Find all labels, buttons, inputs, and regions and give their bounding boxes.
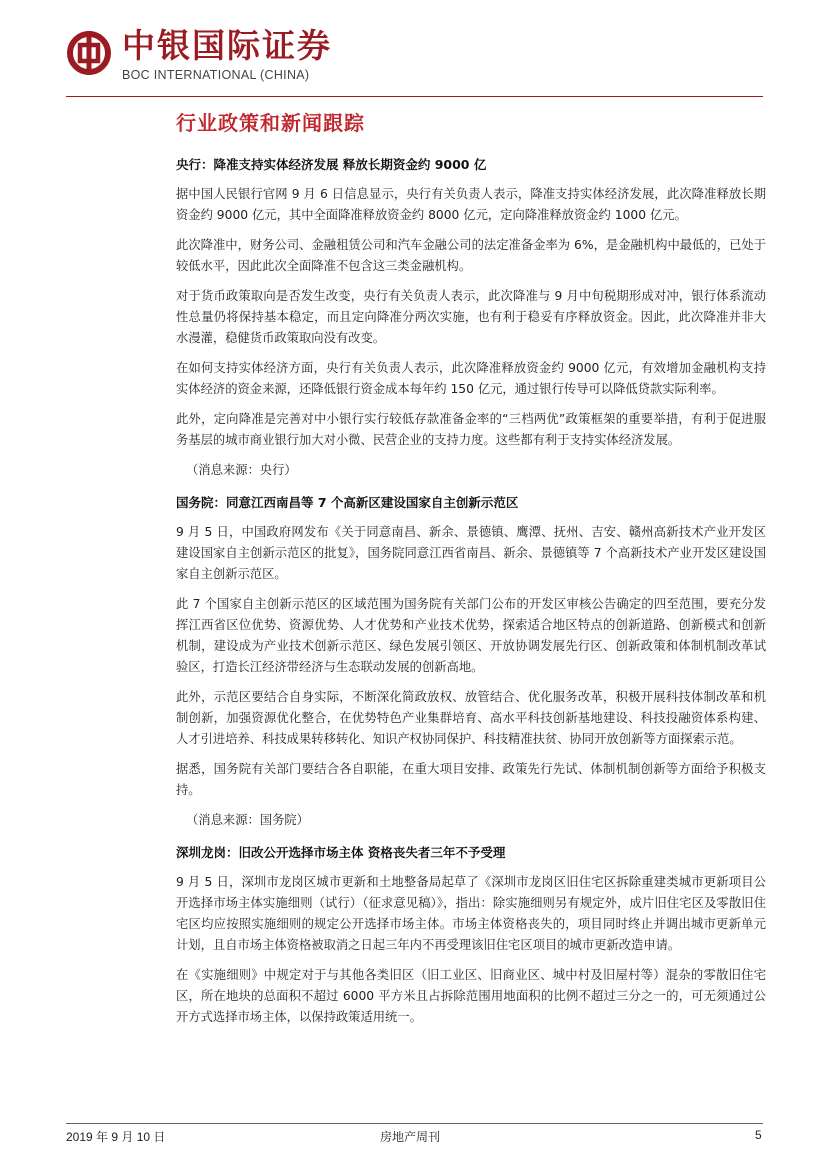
paragraph: 据悉，国务院有关部门要结合各自职能，在重大项目安排、政策先行先试、体制机制创新等方面给予积极支持。 (176, 762, 766, 797)
footer-page-number: 5 (755, 1128, 762, 1142)
main-content (176, 108, 766, 1037)
section-heading: 深圳龙岗：旧改公开选择市场主体 资格丧失者三年不予受理 (176, 845, 506, 860)
news-source: （消息来源：央行） (186, 463, 297, 477)
paragraph: 在如何支持实体经济方面，央行有关负责人表示，此次降准释放资金约 9000 亿元，有效增加金融机构支持实体经济的资金来源，还降低银行资金成本每年约 150 亿元，通过银行传导可以降低贷款实际利率。 (176, 361, 766, 396)
boc-logo-icon (66, 30, 112, 76)
news-source: （消息来源：国务院） (186, 813, 309, 827)
paragraph: 此外，示范区要结合自身实际，不断深化简政放权、放管结合、优化服务改革，积极开展科技体制改革和机制创新，加强资源优化整合，在优势特色产业集群培育、高水平科技创新基地建设、科技投融资体系构建、人才引进培养、科技成果转移转化、知识产权协同保护、科技精准扶贫、协同开放创新等方面探索示范。 (176, 690, 766, 746)
footer-divider (66, 1123, 763, 1124)
page-header (66, 22, 766, 90)
section-heading: 国务院：同意江西南昌等 7 个高新区建设国家自主创新示范区 (176, 495, 519, 510)
footer-date: 2019 年 9 月 10 日 (66, 1130, 166, 1144)
paragraph: 此 7 个国家自主创新示范区的区域范围为国务院有关部门公布的开发区审核公告确定的四至范围，要充分发挥江西省区位优势、资源优势、人才优势和产业技术优势，探索适合地区特点的创新道路、创新模式和创新机制，建设成为产业技术创新示范区、绿色发展引领区、开放协调发展先行区、创新政策和体制机制改革试验区，打造长江经济带经济与生态联动发展的创新高地。 (176, 597, 766, 674)
section-shenzhen-longgang (176, 844, 766, 1028)
header-divider (66, 96, 763, 97)
paragraph: 对于货币政策取向是否发生改变，央行有关负责人表示，此次降准与 9 月中旬税期形成对冲，银行体系流动性总量仍将保持基本稳定，而且定向降准分两次实施，也有利于稳妥有序释放资金。因此，此次降准并非大水漫灌，稳健货币政策取向没有改变。 (176, 289, 766, 345)
paragraph: 此次降准中，财务公司、金融租赁公司和汽车金融公司的法定准备金率为 6%，是金融机构中最低的，已处于较低水平，因此此次全面降准不包含这三类金融机构。 (176, 238, 766, 273)
paragraph: 据中国人民银行官网 9 月 6 日信息显示，央行有关负责人表示，降准支持实体经济发展，此次降准释放长期资金约 9000 亿元，其中全面降准释放资金约 8000 亿元，定向降准释放资金约 1000 亿元。 (176, 187, 766, 222)
section-state-council (176, 494, 766, 830)
paragraph: 此外，定向降准是完善对中小银行实行较低存款准备金率的“三档两优”政策框架的重要举措，有利于促进服务基层的城市商业银行加大对小微、民营企业的支持力度。这些都有利于支持实体经济发展。 (176, 412, 766, 447)
brand-name-en: BOC INTERNATIONAL (CHINA) (122, 68, 310, 82)
page-title: 行业政策和新闻跟踪 (176, 111, 365, 135)
brand-name-cn: 中银国际证券 (122, 26, 332, 65)
paragraph: 在《实施细则》中规定对于与其他各类旧区（旧工业区、旧商业区、城中村及旧屋村等）混杂的零散旧住宅区，所在地块的总面积不超过 6000 平方米且占拆除范围用地面积的比例不超过三分之一的，可无须通过公开方式选择市场主体，以保持政策适用统一。 (176, 968, 766, 1024)
section-central-bank (176, 156, 766, 480)
paragraph: 9 月 5 日，中国政府网发布《关于同意南昌、新余、景德镇、鹰潭、抚州、吉安、赣州高新技术产业开发区建设国家自主创新示范区的批复》，国务院同意江西省南昌、新余、景德镇等 7 个高新技术产业开发区建设国家自主创新示范区。 (176, 525, 766, 581)
paragraph: 9 月 5 日，深圳市龙岗区城市更新和土地整备局起草了《深圳市龙岗区旧住宅区拆除重建类城市更新项目公开选择市场主体实施细则（试行）（征求意见稿）》，指出：除实施细则另有规定外，成片旧住宅区及零散旧住宅区均应按照实施细则的规定公开选择市场主体。市场主体资格丧失的，项目同时终止并调出城市更新单元计划，且自市场主体资格被取消之日起三年内不再受理该旧住宅区项目的城市更新改造申请。 (176, 875, 766, 952)
section-heading: 央行：降准支持实体经济发展 释放长期资金约 9000 亿 (176, 157, 487, 172)
footer-publication-title: 房地产周刊 (380, 1130, 441, 1144)
